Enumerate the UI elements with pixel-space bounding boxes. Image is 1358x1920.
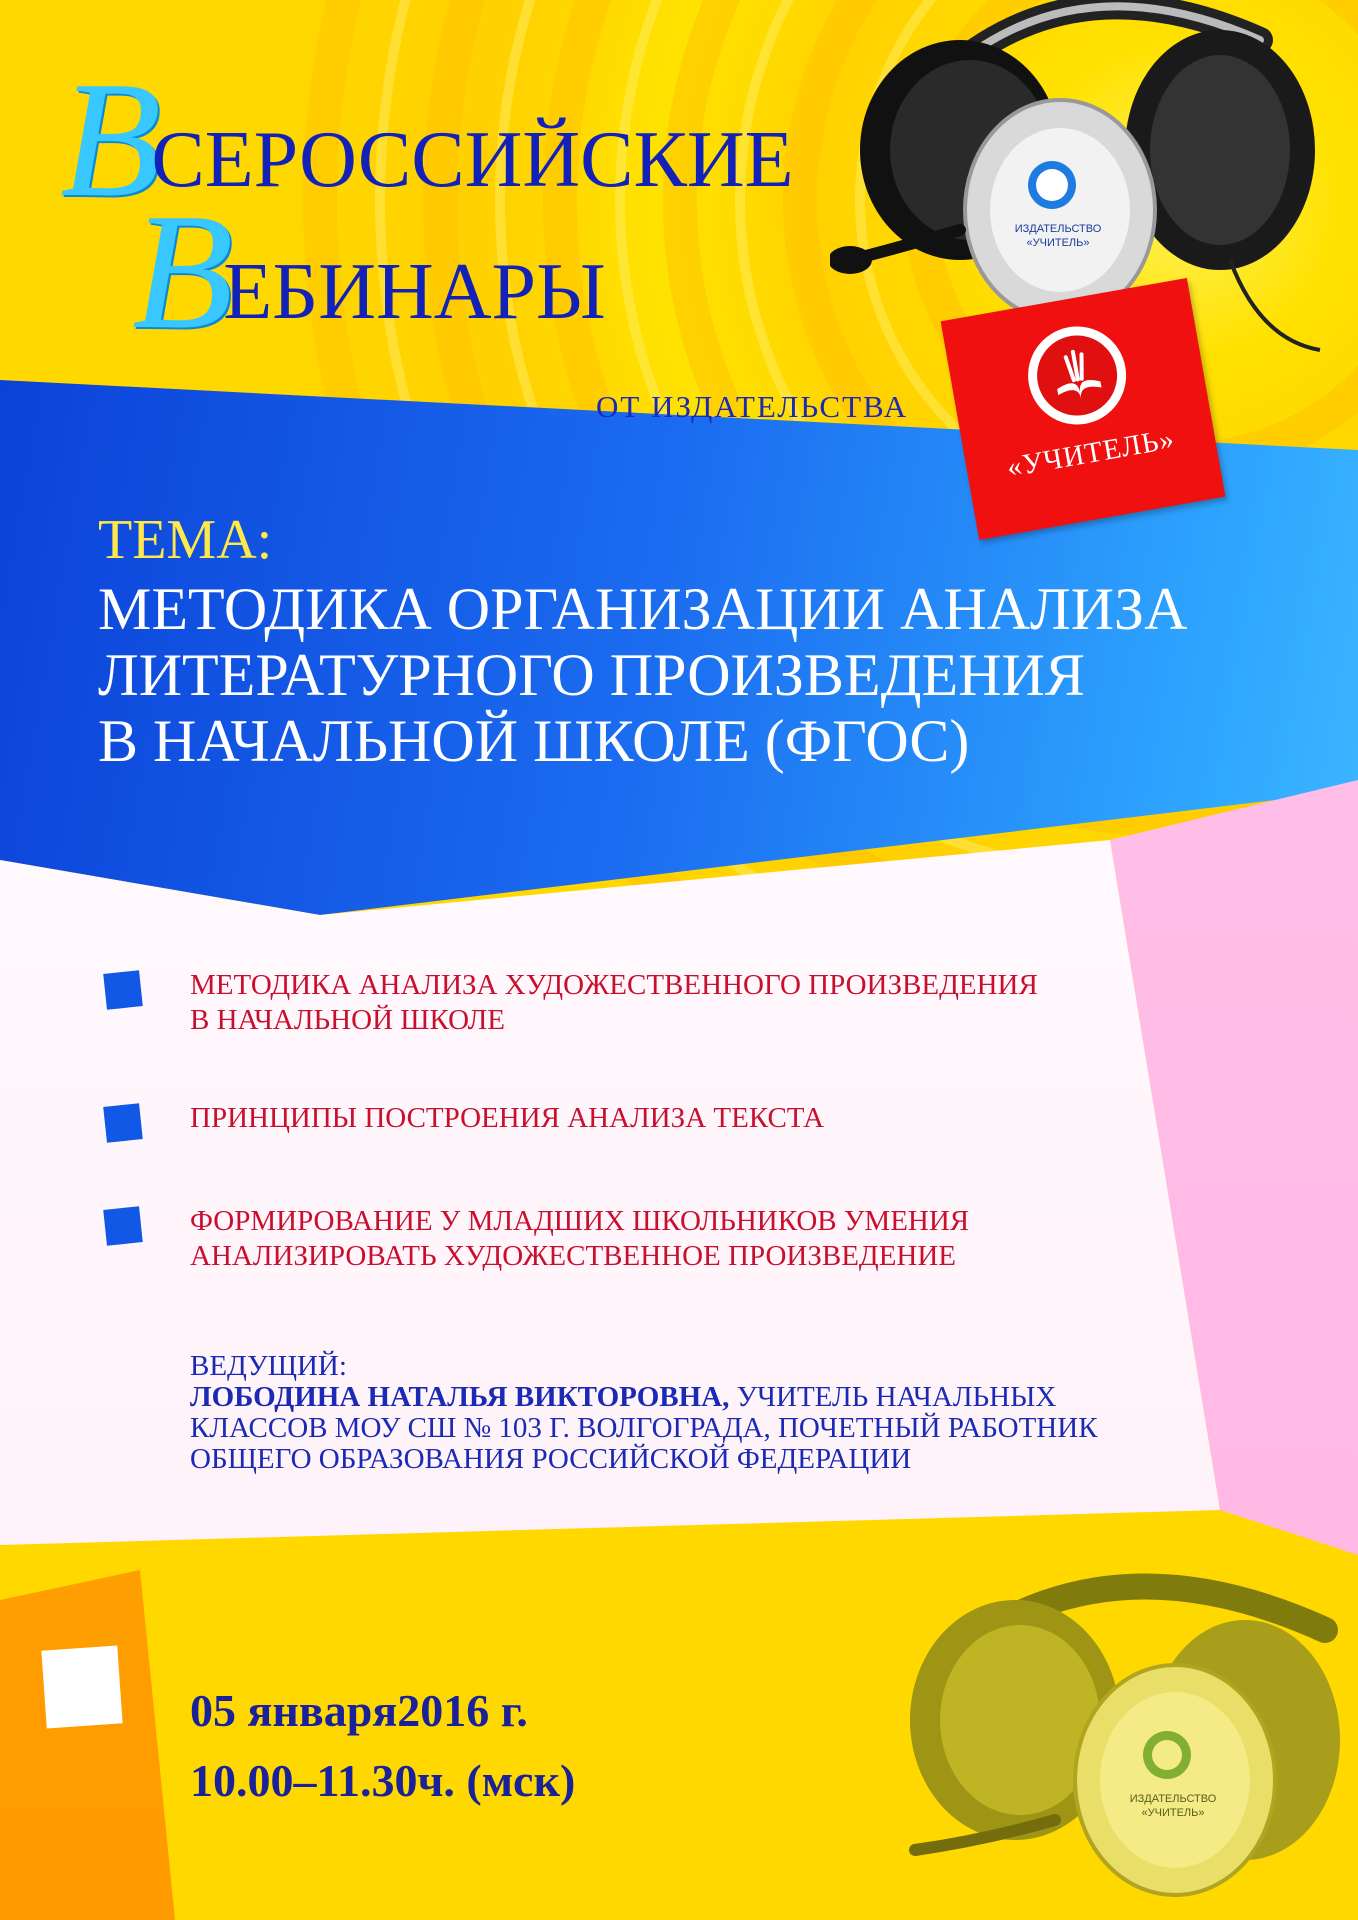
event-time: 10.00–11.30ч. (мск) xyxy=(190,1755,576,1806)
square-bullet-icon xyxy=(103,970,143,1010)
title-line-2-rest: ЕБИНАРЫ xyxy=(223,248,606,336)
host-name: ЛОБОДИНА НАТАЛЬЯ ВИКТОРОВНА, xyxy=(190,1381,730,1413)
white-square-decoration xyxy=(41,1645,122,1728)
event-date: 05 января2016 г. xyxy=(190,1685,528,1736)
title-initial-letter: В xyxy=(132,179,230,363)
headset-label-line1: ИЗДАТЕЛЬСТВО xyxy=(1014,223,1102,235)
title-line-1-rest: СЕРОССИЙСКИЕ xyxy=(151,116,794,204)
publisher-logo-name: «УЧИТЕЛЬ» xyxy=(1004,422,1178,484)
title-initial-letter: В xyxy=(60,47,158,231)
publisher-prefix: ОТ ИЗДАТЕЛЬСТВА xyxy=(596,389,909,424)
schedule xyxy=(190,1676,575,1816)
publisher-logo xyxy=(941,278,1226,540)
topic-line: ЛИТЕРАТУРНОГО ПРОИЗВЕДЕНИЯ xyxy=(98,642,1085,708)
headset-label-line2: «УЧИТЕЛЬ» xyxy=(1026,237,1090,249)
square-bullet-icon xyxy=(103,1206,143,1246)
topic-title xyxy=(98,576,1328,774)
headset-icon xyxy=(905,1540,1358,1920)
host-description: УЧИТЕЛЬ НАЧАЛЬНЫХ xyxy=(729,1381,1057,1413)
topic-line: В НАЧАЛЬНОЙ ШКОЛЕ (ФГОС) xyxy=(98,708,970,774)
title-line-2 xyxy=(132,179,606,363)
headset-label-line2: «УЧИТЕЛЬ» xyxy=(1141,1807,1205,1819)
host-label: ВЕДУЩИЙ: xyxy=(190,1350,347,1382)
open-book-flame-icon xyxy=(1020,319,1134,433)
topic-line: МЕТОДИКА ОРГАНИЗАЦИИ АНАЛИЗА xyxy=(98,576,1188,642)
topic-label: ТЕМА: xyxy=(98,509,273,571)
host-line-2: КЛАССОВ МОУ СШ № 103 Г. ВОЛГОГРАДА, ПОЧЕТНЫЙ РАБОТНИК xyxy=(190,1412,1098,1444)
host-line-1 xyxy=(190,1382,1210,1413)
headset-label-line1: ИЗДАТЕЛЬСТВО xyxy=(1129,1793,1217,1805)
host-info xyxy=(190,1351,1210,1475)
list-item-text: МЕТОДИКА АНАЛИЗА ХУДОЖЕСТВЕННОГО ПРОИЗВЕДЕНИЯ В НАЧАЛЬНОЙ ШКОЛЕ xyxy=(190,969,1038,1036)
list-item-text: ФОРМИРОВАНИЕ У МЛАДШИХ ШКОЛЬНИКОВ УМЕНИЯ АНАЛИЗИРОВАТЬ ХУДОЖЕСТВЕННОЕ ПРОИЗВЕДЕНИЕ xyxy=(190,1205,970,1272)
host-line-3: ОБЩЕГО ОБРАЗОВАНИЯ РОССИЙСКОЙ ФЕДЕРАЦИИ xyxy=(190,1443,912,1475)
list-item-text: ПРИНЦИПЫ ПОСТРОЕНИЯ АНАЛИЗА ТЕКСТА xyxy=(190,1102,825,1134)
square-bullet-icon xyxy=(103,1103,143,1143)
